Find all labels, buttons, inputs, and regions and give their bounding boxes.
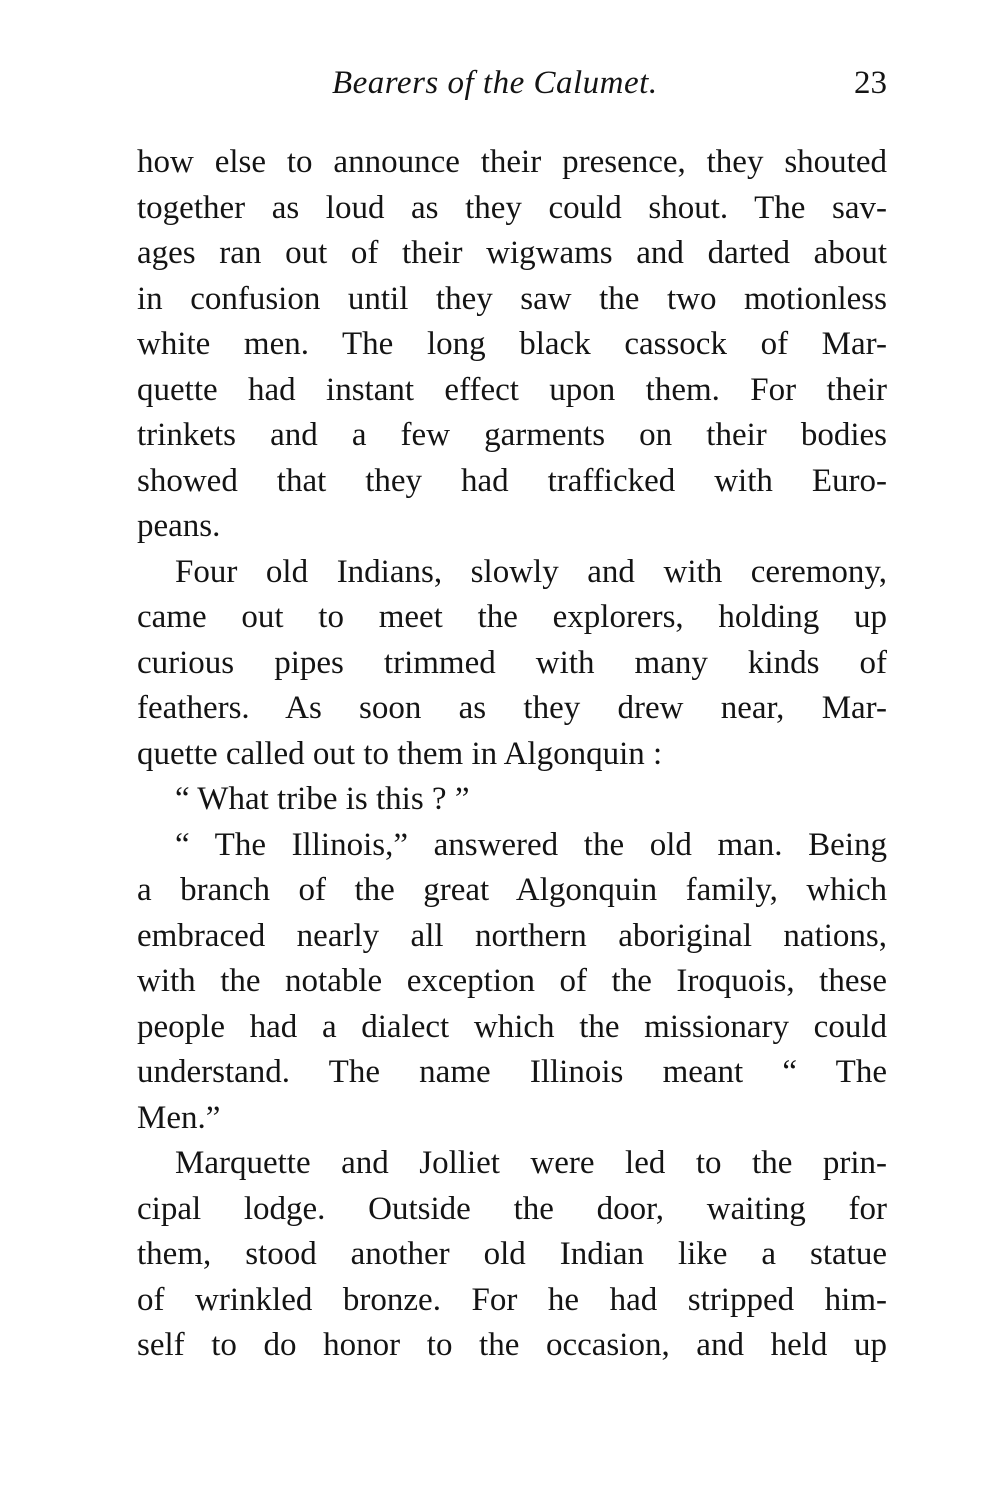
text-line: cipal lodge. Outside the door, waiting for [137, 1190, 887, 1227]
text-line: Marquette and Jolliet were led to the prin- [175, 1145, 887, 1181]
text-line: white men. The long black cassock of Mar- [137, 326, 887, 362]
text-line: embraced nearly all northern aboriginal nations, [137, 917, 887, 954]
text-line: self to do honor to the occasion, and held up [137, 1327, 887, 1363]
text-line: people had a dialect which the missionary could [137, 1008, 887, 1045]
page-number: 23 [854, 65, 887, 101]
text-line: quette called out to them in Algonquin : [137, 735, 663, 772]
text-line: “ What tribe is this ? ” [175, 781, 470, 817]
running-head [137, 58, 887, 108]
text-line: Men.” [137, 1099, 221, 1136]
text-line: in confusion until they saw the two motionless [137, 280, 887, 317]
text-line: showed that they had trafficked with Euro- [137, 462, 887, 499]
text-line: quette had instant effect upon them. For their [137, 371, 887, 408]
text-line: understand. The name Illinois meant “ The [137, 1054, 887, 1090]
text-line: of wrinkled bronze. For he had stripped him- [137, 1281, 887, 1318]
text-line: with the notable exception of the Iroquois, these [137, 963, 887, 999]
text-line: them, stood another old Indian like a statue [137, 1236, 887, 1272]
running-title: Bearers of the Calumet. [332, 65, 658, 101]
text-line: a branch of the great Algonquin family, which [137, 872, 887, 908]
text-line: how else to announce their presence, they shouted [137, 144, 887, 180]
text-line: “ The Illinois,” answered the old man. Being [175, 826, 887, 863]
text-line: Four old Indians, slowly and with ceremony, [175, 553, 887, 590]
text-line: feathers. As soon as they drew near, Mar- [137, 690, 887, 726]
text-line: together as loud as they could shout. The sav- [137, 189, 887, 226]
text-line: curious pipes trimmed with many kinds of [137, 644, 887, 681]
text-line: ages ran out of their wigwams and darted about [137, 235, 887, 271]
body-text [137, 140, 887, 1369]
text-line: trinkets and a few garments on their bodies [137, 417, 887, 453]
text-line: peans. [137, 508, 221, 544]
text-line: came out to meet the explorers, holding up [137, 599, 887, 635]
